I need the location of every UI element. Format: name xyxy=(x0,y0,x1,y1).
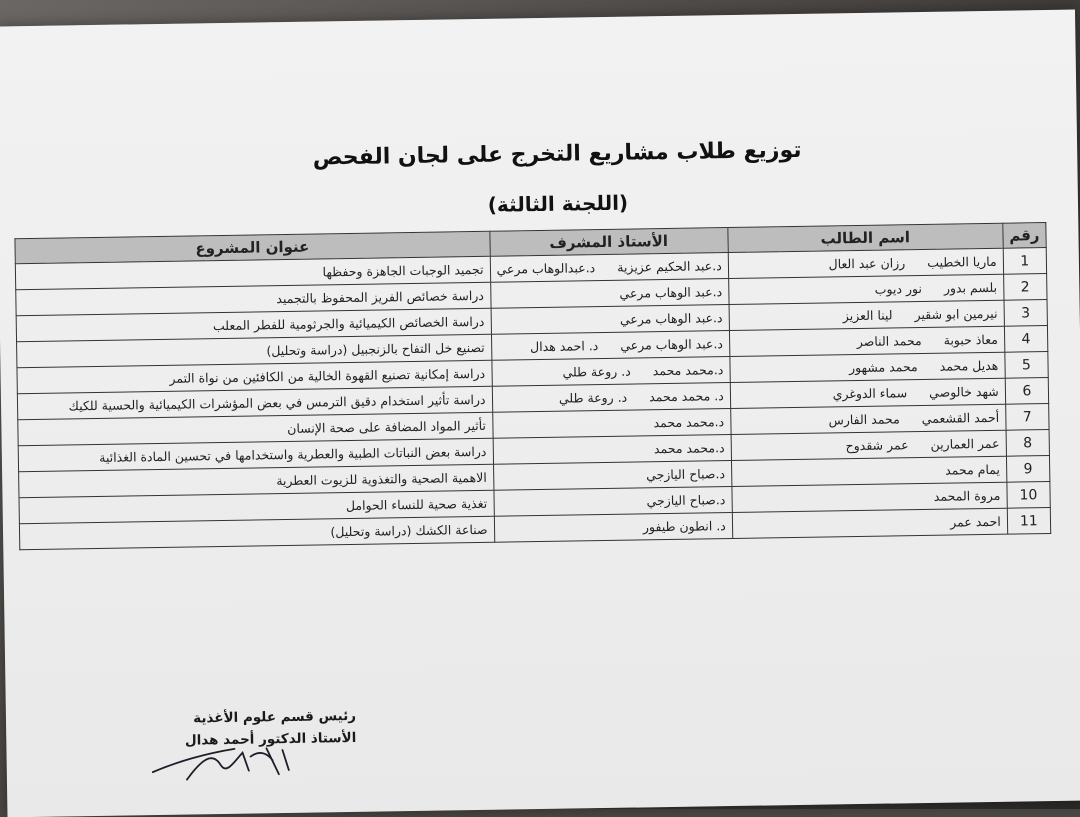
student-name: مروة المحمد xyxy=(934,488,1001,504)
row-num: 5 xyxy=(1005,352,1049,379)
signer-name: الأستاذ الدكتور أحمد هدال xyxy=(166,727,356,752)
supervisor-name: د. روعة طلي xyxy=(562,364,630,380)
student-name: يمام محمد xyxy=(945,462,1000,478)
supervisor-name: د. روعة طلي xyxy=(559,390,627,406)
row-num: 8 xyxy=(1006,430,1050,457)
supervisor-names xyxy=(491,357,730,387)
header-project: عنوان المشروع xyxy=(15,231,490,263)
student-name: أحمد القشعمي xyxy=(922,410,1000,426)
student-names xyxy=(732,508,1007,538)
supervisor-name: د.محمد محمد xyxy=(653,362,724,378)
student-name: عمر العمارين xyxy=(930,436,999,452)
project-title: دراسة بعض النباتات الطبية والعطرية واستخدامها في تحسين المادة الغذائية xyxy=(18,438,493,471)
supervisor-name: د.صباح اليازجي xyxy=(646,492,725,508)
project-title: تغذية صحية للنساء الحوامل xyxy=(19,490,494,523)
student-name: ماريا الخطيب xyxy=(927,254,997,270)
student-name: لينا العزيز xyxy=(843,307,893,323)
supervisor-name: د.عبد الوهاب مرعي xyxy=(620,310,723,327)
row-num: 11 xyxy=(1007,508,1051,535)
row-num: 10 xyxy=(1007,482,1051,509)
supervisor-name: د.عبدالوهاب مرعي xyxy=(496,260,595,277)
row-num: 2 xyxy=(1003,274,1047,301)
student-name: احمد عمر xyxy=(950,514,1001,530)
supervisor-names xyxy=(492,383,731,413)
signer-title: رئيس قسم علوم الأغذية xyxy=(166,705,356,730)
project-title: دراسة الخصائص الكيميائية والجرثومية للفطر المعلب xyxy=(16,308,491,341)
row-num: 4 xyxy=(1004,326,1048,353)
project-title: دراسة تأثير استخدام دقيق الترمس في بعض المؤشرات الكيميائية والحسية للكيك xyxy=(17,386,492,419)
supervisor-name: د. انطون طيفور xyxy=(643,518,726,534)
supervisor-names xyxy=(493,435,732,465)
project-title: دراسة إمكانية تصنيع القهوة الخالية من الكافئين من نواة التمر xyxy=(17,360,492,393)
distribution-table xyxy=(14,222,1051,550)
supervisor-name: د.عبد الحكيم عزيزية xyxy=(617,258,722,275)
supervisor-names xyxy=(494,513,733,543)
student-name: بلسم بدور xyxy=(944,280,997,296)
document-subtitle: (اللجنة الثالثة) xyxy=(358,189,758,219)
header-student: اسم الطالب xyxy=(728,223,1003,252)
student-name: معاذ حبوبة xyxy=(944,332,998,348)
row-num: 9 xyxy=(1006,456,1050,483)
student-name: سماء الدوغري xyxy=(833,385,908,401)
supervisor-names xyxy=(493,487,732,517)
supervisor-names xyxy=(490,279,729,309)
row-num: 6 xyxy=(1005,378,1049,405)
supervisor-names xyxy=(492,409,731,439)
project-title: تأثير المواد المضافة على صحة الإنسان xyxy=(18,412,493,445)
project-title: تجميد الوجبات الجاهزة وحفظها xyxy=(15,256,490,289)
header-num: رقم xyxy=(1003,223,1047,249)
project-title: دراسة خصائص الفريز المحفوظ بالتجميد xyxy=(16,282,491,315)
student-name: نور ديوب xyxy=(875,281,922,297)
project-title: الاهمية الصحية والتغذوية للزيوت العطرية xyxy=(19,464,494,497)
supervisor-name: د.محمد محمد xyxy=(653,414,724,430)
supervisor-names xyxy=(491,331,730,361)
supervisor-name: د.عبد الوهاب مرعي xyxy=(619,284,722,301)
project-title: صناعة الكشك (دراسة وتحليل) xyxy=(19,516,494,549)
student-name: عمر شقدوح xyxy=(845,437,908,453)
supervisor-name: د. محمد محمد xyxy=(649,388,724,404)
supervisor-names xyxy=(493,461,732,491)
supervisor-names xyxy=(491,305,730,335)
student-name: محمد الفارس xyxy=(828,411,899,427)
student-name: هديل محمد xyxy=(940,358,999,374)
document-title: توزيع طلاب مشاريع التخرج على لجان الفحص xyxy=(197,136,917,172)
row-num: 1 xyxy=(1003,248,1047,275)
supervisor-name: د.محمد محمد xyxy=(654,440,725,456)
student-name: رزان عبد العال xyxy=(828,255,905,271)
supervisor-name: د.عبد الوهاب مرعي xyxy=(620,336,723,353)
row-num: 7 xyxy=(1005,404,1049,431)
document-page xyxy=(0,10,1080,817)
header-supervisor: الأستاذ المشرف xyxy=(489,228,728,257)
row-num: 3 xyxy=(1004,300,1048,327)
project-title: تصنيع خل التفاح بالزنجبيل (دراسة وتحليل) xyxy=(17,334,492,367)
student-name: نيرمين ابو شقير xyxy=(914,306,997,322)
supervisor-names xyxy=(490,253,729,283)
supervisor-name: د.صباح اليازجي xyxy=(646,466,725,482)
supervisor-name: د. احمد هدال xyxy=(530,338,598,354)
student-name: محمد مشهور xyxy=(849,359,918,375)
handwritten-signature xyxy=(146,730,297,788)
student-name: محمد الناصر xyxy=(857,333,922,349)
student-name: شهد خالوصي xyxy=(929,384,999,400)
